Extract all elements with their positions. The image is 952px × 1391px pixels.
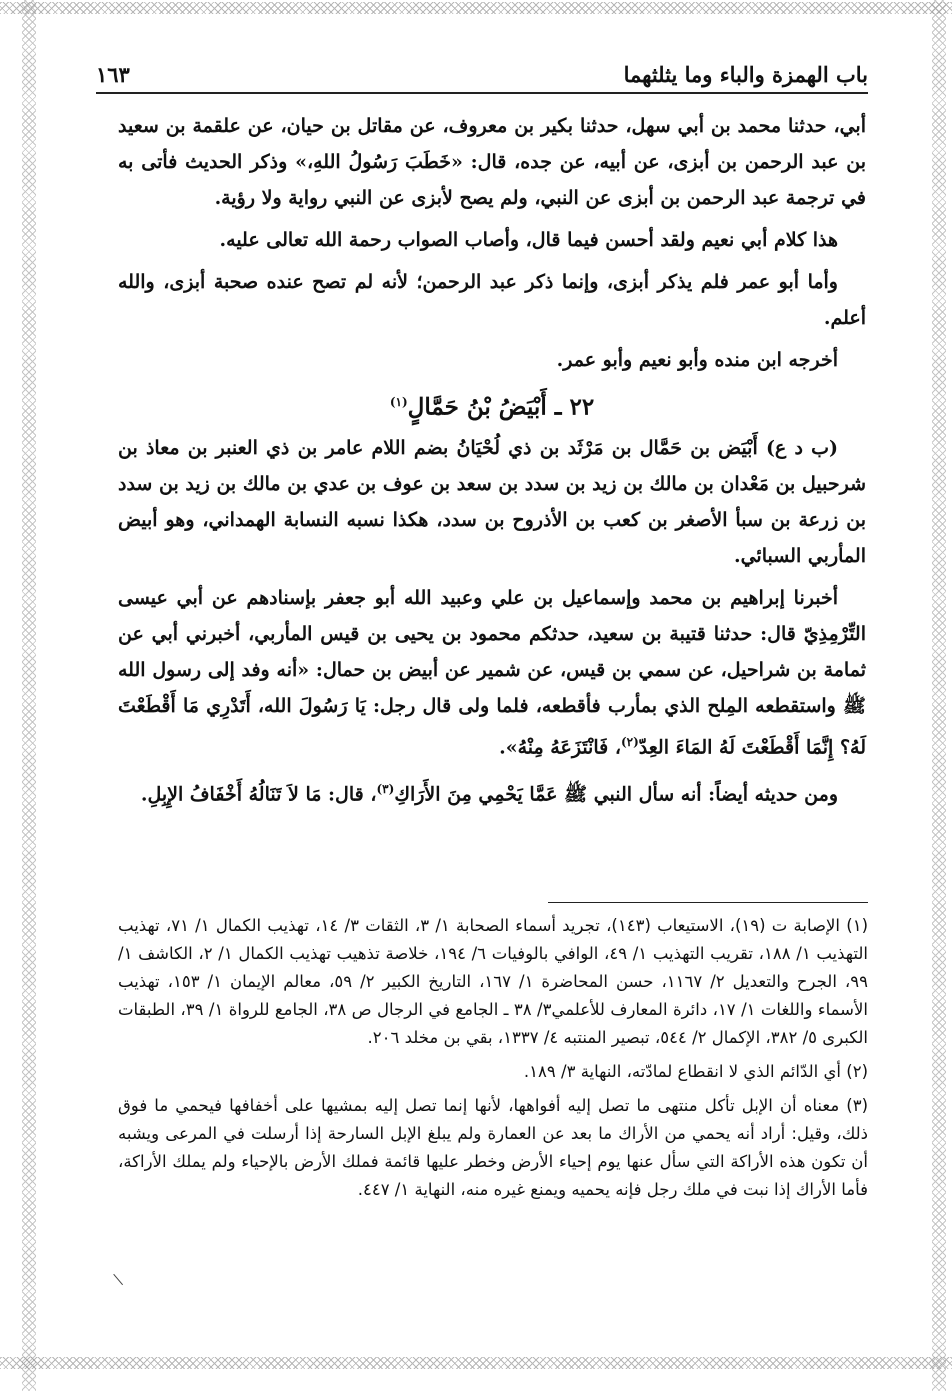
page-border-bottom — [0, 1357, 952, 1369]
page-border-right — [932, 0, 946, 1391]
paragraph: هذا كلام أبي نعيم ولقد أحسن فيما قال، وأصاب الصواب رحمة الله تعالى عليه. — [219, 229, 838, 251]
paragraph-text: ومن حديثه أيضاً: أنه سأل النبي ﷺ عَمَّا يَحْمِي مِنَ الأَرَاكِ — [394, 783, 838, 806]
footnote-ref: (٢) — [620, 734, 639, 749]
paragraph: أبي، حدثنا محمد بن أبي سهل، حدثنا بكير بن معروف، عن مقاتل بن حيان، عن علقمة بن سعيد بن عبد الرحمن بن أبزى، عن أبيه، عن جده، قال: «خَطَبَ رَسُولُ اللهِ،» وذكر الحديث فأتى به في ترجمة عبد الرحمن بن أبزى عن النبي، ولم يصح لأبزى عن النبي رواية ولا رؤية. — [118, 115, 866, 209]
entry-heading-text: ٢٢ ـ أَبْيَضُ بْنُ حَمَّالٍ — [407, 393, 595, 421]
paragraph-text: أخبرنا إبراهيم بن محمد وإسماعيل بن علي وعبيد الله أبو جعفر بإسنادهم عن أبي عيسى التِّرْمِذِيّ قال: حدثنا قتيبة بن سعيد، حدثكم محمود بن يحيى بن قيس المأربي، أخبرني أبي عن ثمامة بن شراحيل، عن سمي بن قيس، عن شمير عن أبيض بن حمال: «أنه وفد إلى رسول الله ﷺ واستقطعه المِلح الذي بمأرب فأقطعه، فلما ولى قال رجل: يَا رَسُولَ الله، أَتَدْرِي مَا أَقْطَعْتَ لَهُ؟ إِنَّمَا أَقْطَعْتَ لَهُ المَاءَ العِدّ — [118, 586, 866, 758]
main-text — [118, 108, 866, 818]
footnote: (١) الإصابة ت (١٩)، الاستيعاب (١٤٣)، تجريد أسماء الصحابة ١/ ٣، الثقات ٣/ ١٤، تهذيب الكمال ١/ ٧١، تهذيب التهذيب ١/ ١٨٨، تقريب التهذيب ١/ ٤٩، الوافي بالوفيات ٦/ ١٩٤، خلاصة تذهيب تهذيب الكمال ١/ ٢، الكاشف ١/ ٩٩، الجرح والتعديل ٢/ ١١٦٧، حسن المحاضرة ١/ ١٦٧، التاريخ الكبير ٢/ ٥٩، معالم الإيمان ١/ ١٥٣، تهذيب الأسماء واللغات ١/ ١٧، دائرة المعارف للأعلمي٣/ ٣٨ ـ الجامع في الرجال ص ٣٨، الجامع للرواة ١/ ٣٩، الطبقات الكبرى ٥/ ٣٨٢، الإكمال ٢/ ٥٤٤، تبصير المنتبه ٤/ ١٣٣٧، بقي بن مخلد ٢٠٦. — [118, 916, 869, 1047]
page-border-top — [0, 2, 952, 14]
paragraph: وأما أبو عمر فلم يذكر أبزى، وإنما ذكر عبد الرحمن؛ لأنه لم تصح عنده صحبة أبزى، والله أعلم. — [118, 271, 866, 329]
stray-pen-mark — [113, 1265, 133, 1285]
paragraph: أخرجه ابن منده وأبو نعيم وأبو عمر. — [556, 349, 838, 371]
chapter-title: باب الهمزة والباء وما يثلثهما — [623, 62, 868, 87]
running-header — [96, 60, 868, 92]
footnotes — [118, 912, 868, 1210]
paragraph — [118, 771, 866, 812]
footnote: (٣) معناه أن الإبل تأكل منتهى ما تصل إليه أفواهها، لأنها إنما تصل إليه بمشيها على أخفافها فيحمي ما فوق ذلك، وقيل: أراد أنه يحمي من الأراك ما بعد عن العمارة ولم يبلغ الإبل السارحة إذا أرسلت في المرعى ويشبه أن تكون هذه الأراكة التي سأل عنها يوم إحياء الأرض وخطر عليها قائمة فملك الأرض بالإحياء ولم يملك الأراكة، فأما الأراك إذا نبت في ملك رجل فإنه يحميه ويمنع غيره منه، النهاية ١/ ٤٤٧. — [118, 1096, 868, 1199]
footnote-ref: (١) — [389, 395, 408, 409]
paragraph-text: ، قال: مَا لاَ تَنَالُهُ أَخْفَافُ الإِبِلِ. — [140, 783, 377, 806]
header-rule — [96, 92, 868, 94]
footnote-ref: (٣) — [376, 781, 395, 796]
footnote-rule — [548, 902, 868, 903]
entry-heading — [118, 384, 866, 426]
footnote: (٢) أي الدّائم الذي لا انقطاع لمادّته، النهاية ٣/ ١٨٩. — [523, 1062, 868, 1081]
paragraph-text: ، فَانْتَزَعَهُ مِنْهُ». — [499, 735, 621, 758]
paragraph — [118, 580, 866, 765]
page-border-left — [22, 0, 36, 1391]
page-number: ١٦٣ — [96, 62, 130, 87]
paragraph: (ب د ع) أَبْيَض بن حَمَّال بن مَرْثَد بن ذي لُحْيَانُ بضم اللام عامر بن ذي العنبر بن معاذ بن شرحبيل بن مَعْدان بن مالك بن زيد بن سدد بن سعد بن عوف بن عدي بن مالك بن زيد بن سدد بن زرعة بن سبأ الأصغر بن كعب بن الأذروح بن سدد، هكذا نسبه النسابة الهمداني، وهو أبيض المأربي السبائي. — [118, 436, 866, 567]
